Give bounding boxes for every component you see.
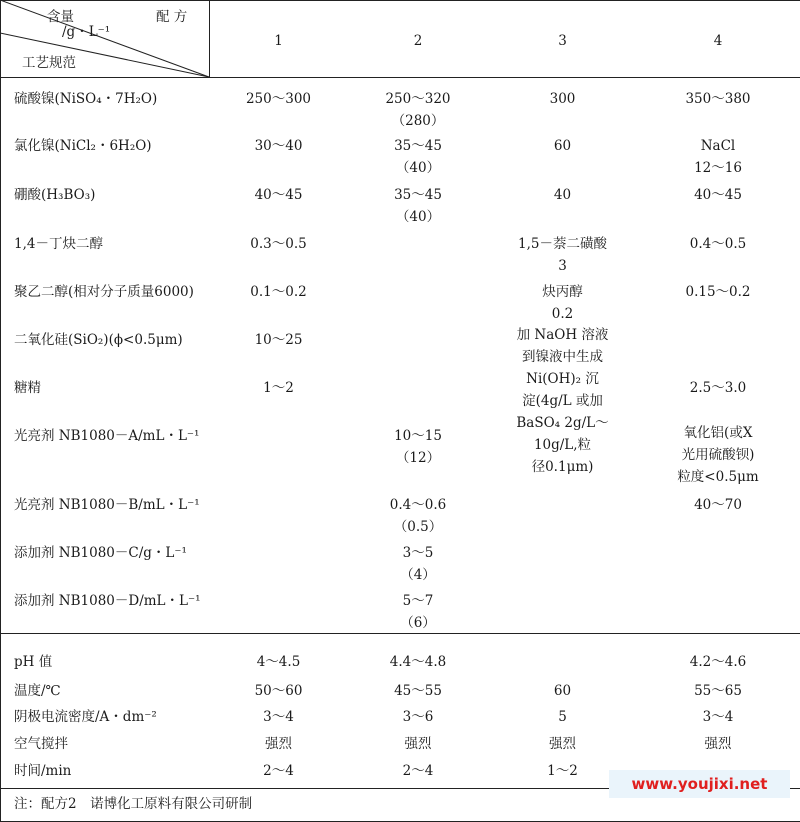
process-cell-1: 50～60 [254, 683, 303, 699]
process-cell-4: 4.2～4.6 [689, 654, 747, 670]
row-cell-2: 35～45 （40） [394, 138, 442, 176]
process-cell-3: 1～2 [547, 763, 578, 779]
row-cell-1: 30～40 [254, 138, 303, 154]
process-cell-2: 3～6 [402, 709, 434, 725]
row-label: 光亮剂 NB1080－A/mL・L⁻¹ [14, 428, 200, 444]
header-diag-right: 配 方 [156, 9, 188, 25]
row-cell-1: 0.1～0.2 [250, 284, 307, 300]
col4-merged-note: 氧化铝(或X 光用硫酸钡) 粒度<0.5μm [677, 425, 759, 485]
row-cell-3: 60 [553, 138, 572, 154]
row-cell-3: 1,5－萘二磺酸 3 [518, 236, 607, 274]
process-cell-3: 60 [553, 683, 572, 699]
process-cell-1: 2～4 [263, 763, 294, 779]
watermark: www.youjixi.net [609, 770, 790, 798]
header-divider [209, 0, 210, 77]
process-label: 温度/℃ [14, 683, 61, 699]
row-label: 二氧化硅(SiO₂)(ϕ<0.5μm) [14, 332, 183, 348]
process-cell-4: 55～65 [694, 683, 742, 699]
row-label: 硫酸镍(NiSO₄・7H₂O) [14, 91, 158, 107]
row-label: 氯化镍(NiCl₂・6H₂O) [14, 138, 152, 154]
process-label: pH 值 [14, 654, 53, 670]
row-cell-4: 40～70 [694, 497, 742, 513]
col-header-2: 2 [413, 33, 423, 49]
col3-merged-note: 加 NaOH 溶液 到镍液中生成 Ni(OH)₂ 沉 淀(4g/L 或加 BaSO₄ 2g/L～ 10g/L,粒 径0.1μm) [516, 327, 609, 475]
process-cell-1: 3～4 [263, 709, 294, 725]
row-cell-1: 10～25 [254, 332, 303, 348]
row-cell-4: NaCl 12～16 [694, 138, 742, 176]
row-cell-4: 2.5～3.0 [689, 380, 747, 396]
header-diag-unit: /g・L⁻¹ [62, 24, 111, 40]
row-cell-2: 10～15 （12） [394, 428, 442, 466]
process-cell-2: 45～55 [394, 683, 442, 699]
row-cell-4: 0.4～0.5 [689, 236, 747, 252]
process-cell-1: 强烈 [265, 736, 292, 752]
row-cell-4: 40～45 [694, 187, 742, 203]
row-cell-2: 3～5 （4） [400, 545, 436, 583]
col-header-3: 3 [558, 33, 567, 49]
row-label: 硼酸(H₃BO₃) [14, 187, 96, 203]
row-label: 添加剂 NB1080－D/mL・L⁻¹ [14, 593, 201, 609]
row-cell-3: 300 [549, 91, 576, 107]
process-label: 空气搅拌 [14, 736, 68, 752]
process-cell-2: 4.4～4.8 [389, 654, 447, 670]
process-cell-2: 2～4 [402, 763, 434, 779]
row-cell-2: 35～45 （40） [394, 187, 442, 225]
process-cell-3: 强烈 [549, 736, 576, 752]
row-cell-4: 350～380 [685, 91, 751, 107]
row-cell-4: 0.15～0.2 [685, 284, 751, 300]
row-cell-2: 0.4～0.6 （0.5） [389, 497, 447, 535]
row-label: 聚乙二醇(相对分子质量6000) [14, 284, 194, 300]
row-cell-3: 炔丙醇 0.2 [542, 284, 583, 322]
process-cell-3: 5 [558, 709, 567, 725]
process-cell-4: 3～4 [702, 709, 734, 725]
process-label: 阴极电流密度/A・dm⁻² [14, 709, 157, 725]
footnote: 注：配方2 诺博化工原料有限公司研制 [14, 796, 253, 812]
header-bottom-rule [0, 77, 800, 78]
row-cell-2: 5～7 （6） [400, 593, 436, 631]
row-label: 糖精 [14, 380, 41, 396]
row-cell-1: 40～45 [254, 187, 303, 203]
header-diag-bottom: 工艺规范 [22, 55, 76, 71]
row-label: 1,4－丁炔二醇 [14, 236, 103, 252]
header-diag-top: 含量 [47, 9, 74, 25]
process-cell-4: 强烈 [704, 736, 732, 752]
process-cell-2: 强烈 [404, 736, 432, 752]
row-cell-2: 250～320 （280） [385, 91, 451, 129]
row-label: 光亮剂 NB1080－B/mL・L⁻¹ [14, 497, 200, 513]
row-cell-1: 0.3～0.5 [250, 236, 307, 252]
col-header-4: 4 [713, 33, 723, 49]
row-label: 添加剂 NB1080－C/g・L⁻¹ [14, 545, 187, 561]
row-cell-1: 1～2 [263, 380, 294, 396]
process-label: 时间/min [14, 763, 72, 779]
row-cell-1: 250～300 [245, 91, 312, 107]
col-header-1: 1 [274, 33, 283, 49]
row-cell-3: 40 [553, 187, 572, 203]
process-cell-1: 4～4.5 [256, 654, 301, 670]
